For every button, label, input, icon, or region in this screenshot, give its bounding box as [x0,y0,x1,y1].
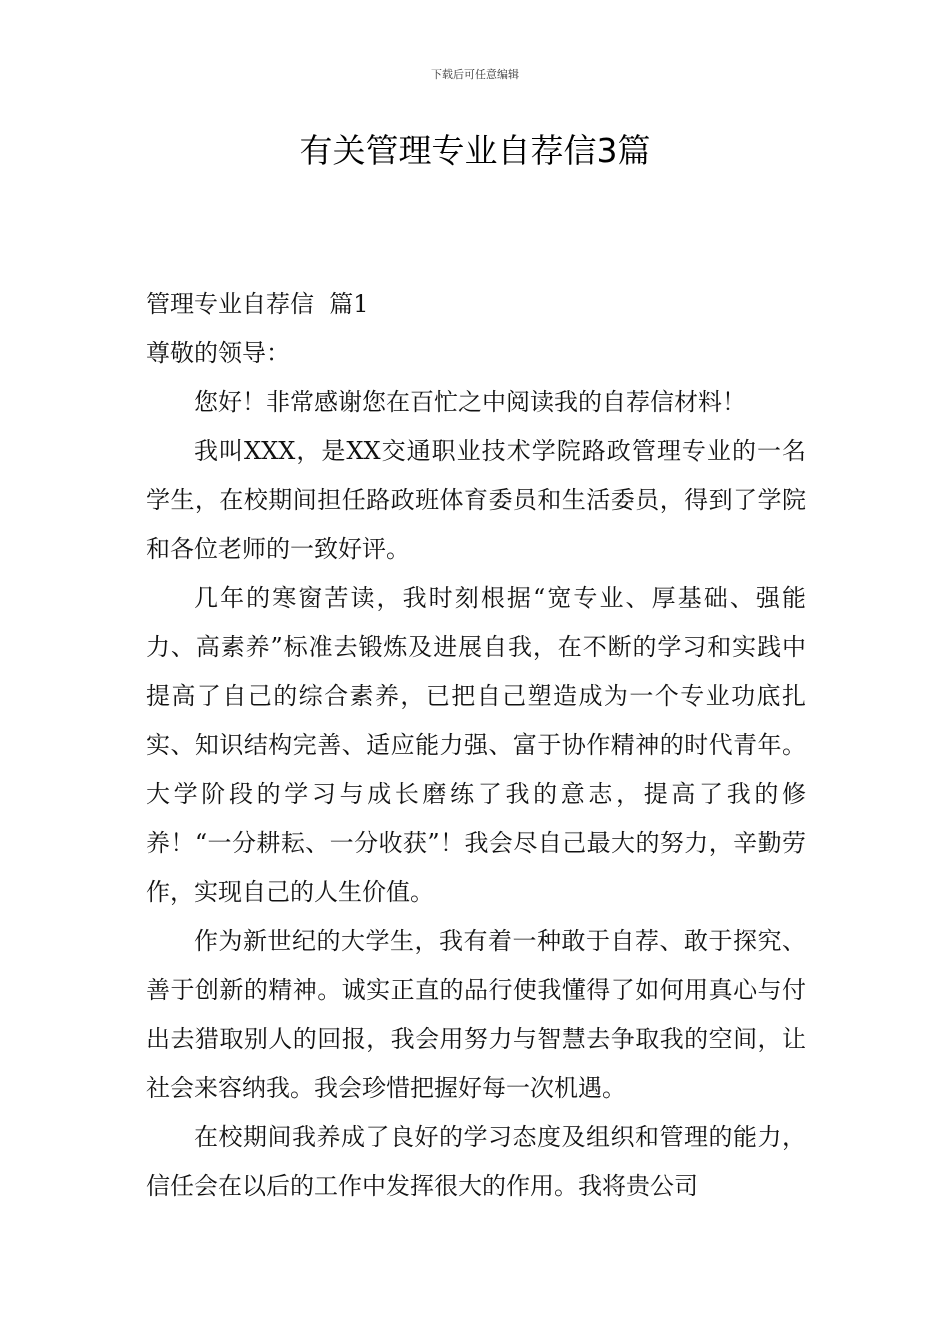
paragraph: 在校期间我养成了良好的学习态度及组织和管理的能力，信任会在以后的工作中发挥很大的作用。我将贵公司 [146,1123,806,1200]
paragraph: 我叫XXX，是XX交通职业技术学院路政管理专业的一名学生，在校期间担任路政班体育委员和生活委员，得到了学院和各位老师的一致好评。 [146,437,806,563]
paragraph: 作为新世纪的大学生，我有着一种敢于自荐、敢于探究、善于创新的精神。诚实正直的品行使我懂得了如何用真心与付出去猎取别人的回报，我会用努力与智慧去争取我的空间，让社会来容纳我。我会珍惜把握好每一次机遇。 [146,927,806,1102]
header-note: 下载后可任意编辑 [431,68,519,81]
document-title: 有关管理专业自荐信3篇 [299,131,651,170]
paragraph: 您好！非常感谢您在百忙之中阅读我的自荐信材料！ [194,388,746,416]
paragraph: 几年的寒窗苦读，我时刻根据“宽专业、厚基础、强能力、高素养”标准去锻炼及进展自我，在不断的学习和实践中提高了自己的综合素养，已把自己塑造成为一个专业功底扎实、知识结构完善、适应能力强、富于协作精神的时代青年。大学阶段的学习与成长磨练了我的意志，提高了我的修养！“一分耕耘、一分收获”！我会尽自己最大的努力，辛勤劳作，实现自己的人生价值。 [146,584,806,906]
section-heading: 管理专业自荐信 篇1 [146,290,369,318]
salutation: 尊敬的领导： [146,339,290,367]
document-body [146,280,806,1211]
